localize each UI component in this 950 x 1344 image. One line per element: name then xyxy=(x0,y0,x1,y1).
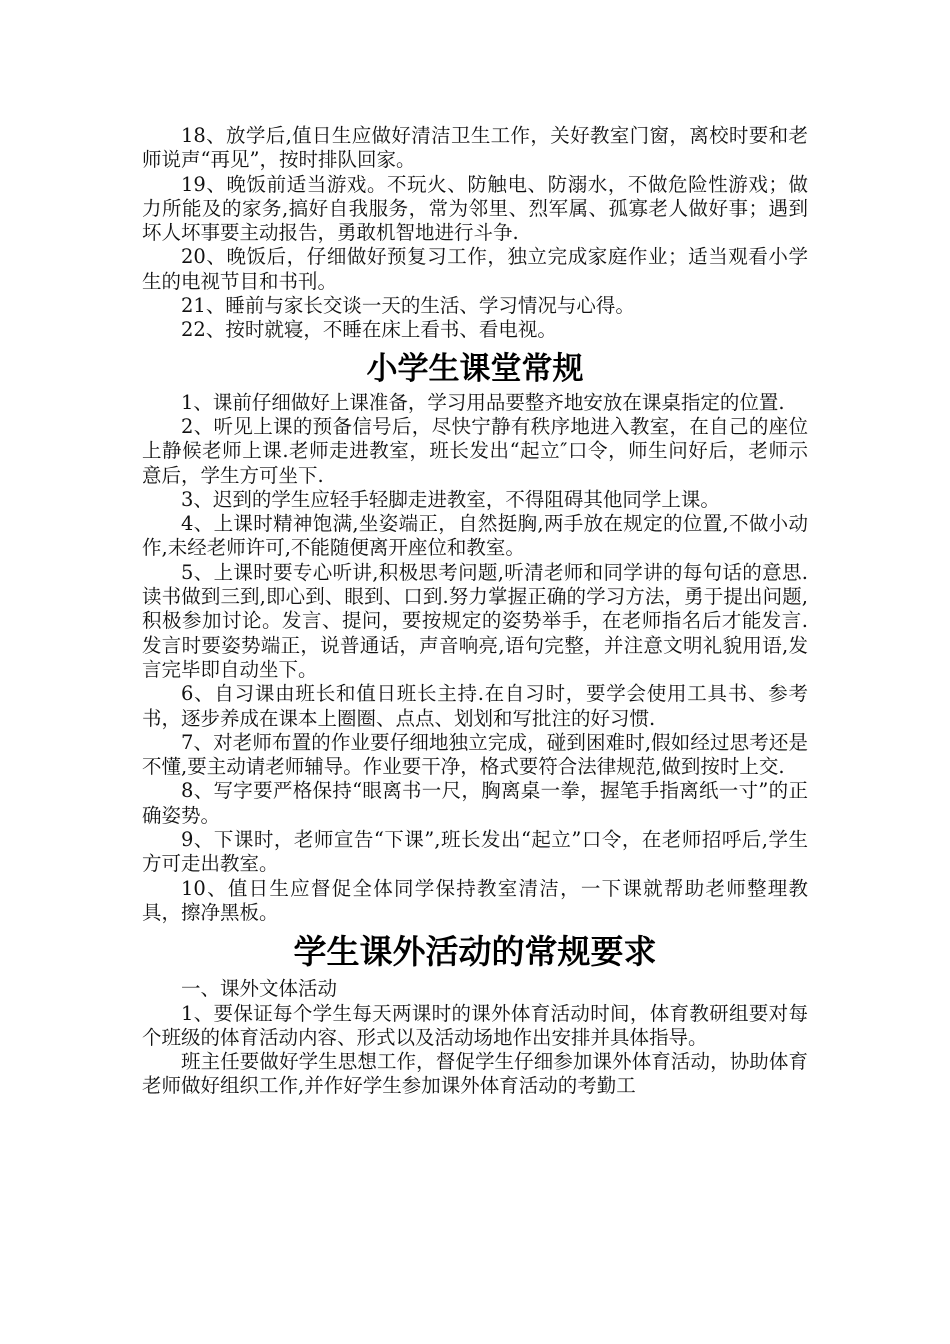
document-body xyxy=(142,124,808,1099)
rule-22-paragraph: 22、按时就寝，不睡在床上看书、看电视。 xyxy=(181,318,557,342)
classroom-rule-6: 6、自习课由班长和值日班长主持.在自习时，要学会使用工具书、参考书，逐步养成在课本上圈圈、点点、划划和写批注的好习惯. xyxy=(142,682,808,730)
classroom-rule-4: 4、上课时精神饱满,坐姿端正，自然挺胸,两手放在规定的位置,不做小动作,未经老师许可,不能随便离开座位和教室。 xyxy=(142,512,808,560)
rule-21-paragraph: 21、睡前与家长交谈一天的生活、学习情况与心得。 xyxy=(181,294,635,318)
classroom-rule-9: 9、下课时，老师宣告“下课”,班长发出“起立”口令，在老师招呼后,学生方可走出教室。 xyxy=(142,828,808,876)
classroom-rule-8: 8、写字要严格保持“眼离书一尺，胸离桌一拳，握笔手指离纸一寸”的正确姿势。 xyxy=(142,779,808,827)
rule-19-paragraph: 19、晚饭前适当游戏。不玩火、防触电、防溺水，不做危险性游戏；做力所能及的家务,搞好自我服务，常为邻里、烈军属、孤寡老人做好事；遇到坏人坏事要主动报告，勇敢机智地进行斗争. xyxy=(142,172,808,245)
classroom-rule-5: 5、上课时要专心听讲,积极思考问题,听清老师和同学讲的每句话的意思.读书做到三到,即心到、眼到、口到.努力掌握正确的学习方法，勇于提出问题,积极参加讨论。发言、提问，要按规定的姿势举手，在老师指名后才能发言.发言时要姿势端正，说普通话，声音响亮,语句完整，并注意文明礼貌用语,发言完毕即自动坐下。 xyxy=(142,560,808,681)
section-classroom-rules xyxy=(142,349,808,926)
extracurricular-subheading: 一、课外文体活动 xyxy=(181,977,338,1001)
classroom-rule-10: 10、值日生应督促全体同学保持教室清洁，一下课就帮助老师整理教具，擦净黑板。 xyxy=(142,876,808,924)
classroom-rule-3: 3、迟到的学生应轻手轻脚走进教室，不得阻碍其他同学上课。 xyxy=(181,487,720,511)
section-extracurricular-rules xyxy=(142,929,808,1098)
classroom-rule-1: 1、课前仔细做好上课准备，学习用品要整齐地安放在课桌指定的位置. xyxy=(181,390,785,414)
classroom-rule-7: 7、对老师布置的作业要仔细地独立完成，碰到困难时,假如经过思考还是不懂,要主动请老师辅导。作业要干净，格式要符合法律规范,做到按时上交. xyxy=(142,730,808,779)
classroom-rules-heading: 小学生课堂常规 xyxy=(366,350,584,387)
extracurricular-teacher-paragraph: 班主任要做好学生思想工作，督促学生仔细参加课外体育活动，协助体育老师做好组织工作,并作好学生参加课外体育活动的考勤工 xyxy=(142,1050,808,1098)
extracurricular-heading: 学生课外活动的常规要求 xyxy=(293,932,657,972)
rule-18-paragraph: 18、放学后,值日生应做好清洁卫生工作，关好教室门窗，离校时要和老师说声“再见”，按时排队回家。 xyxy=(142,124,808,172)
classroom-rule-2: 2、听见上课的预备信号后，尽快宁静有秩序地进入教室，在自己的座位上静候老师上课.老师走进教室，班长发出“起立″口令，师生问好后，老师示意后，学生方可坐下. xyxy=(142,414,808,487)
section-evening-rules xyxy=(142,124,808,343)
rule-20-paragraph: 20、晚饭后，仔细做好预复习工作，独立完成家庭作业；适当观看小学生的电视节目和书刊。 xyxy=(142,245,808,293)
extracurricular-rule-1: 1、要保证每个学生每天两课时的课外体育活动时间，体育教研组要对每个班级的体育活动内容、形式以及活动场地作出安排并具体指导。 xyxy=(142,1001,808,1049)
